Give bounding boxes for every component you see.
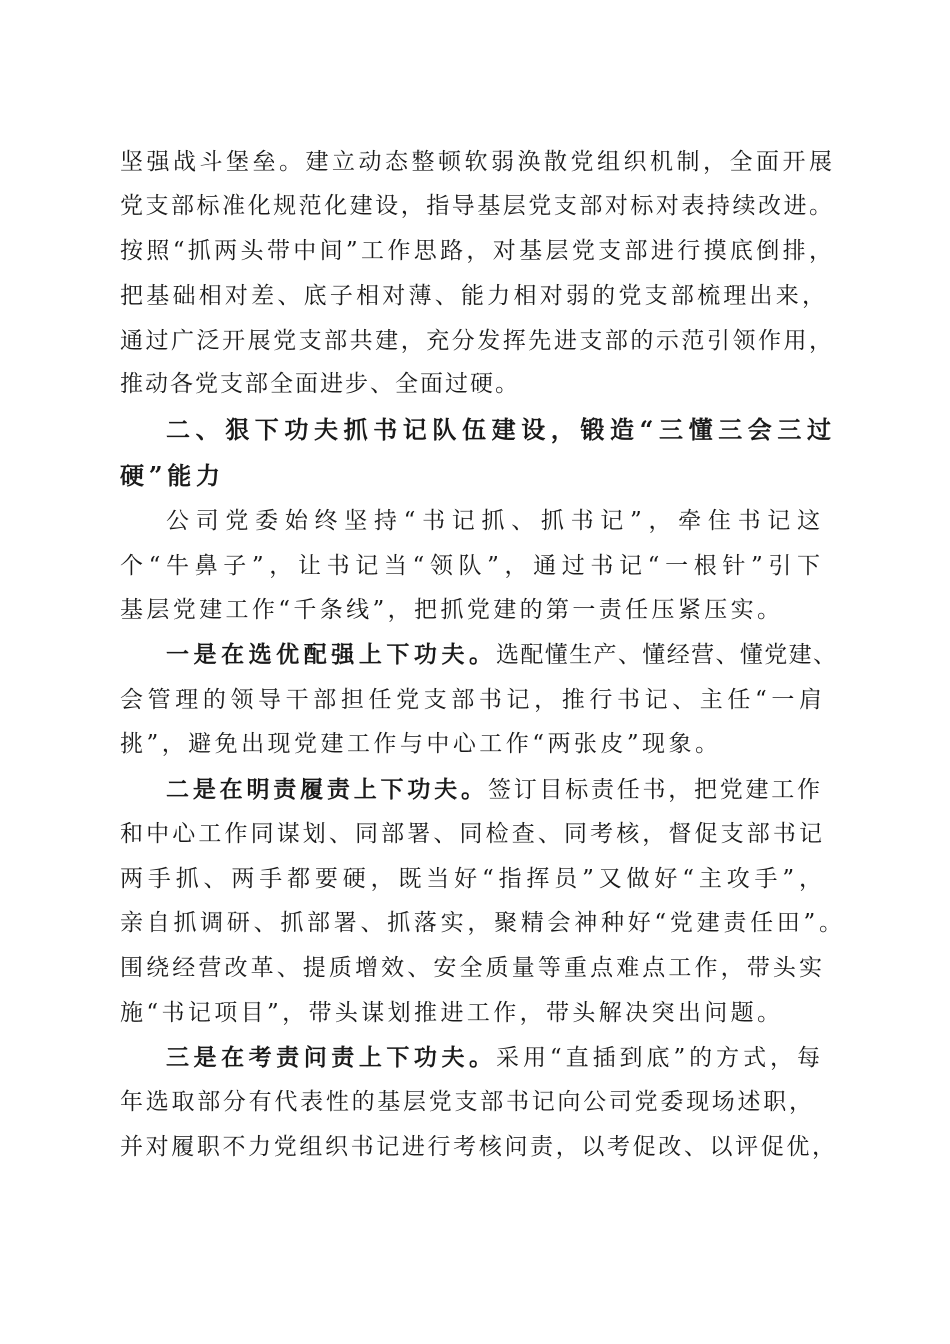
text-line-content: 采用“直插到底”的方式，每 [496, 1045, 820, 1071]
text-line-content: 选配懂生产、懂经营、懂党建、 [496, 642, 836, 668]
text-line-content: 公司党委始终坚持“书记抓、抓书记”，牵住书记这 [166, 508, 820, 534]
text-line-content: 把基础相对差、底子相对薄、能力相对弱的党支部梳理出来， [120, 283, 825, 309]
text-line-content: 施“书记项目”，带头谋划推进工作，带头解决突出问题。 [120, 1000, 780, 1026]
text-line-content: 并对履职不力党组织书记进行考核问责，以考促改、以评促优， [120, 1134, 835, 1160]
text-line-content: 党支部标准化规范化建设，指导基层党支部对标对表持续改进。 [120, 193, 832, 219]
text-line-content: 会管理的领导干部担任党支部书记，推行书记、主任“一肩 [120, 687, 822, 713]
text-line-content: 年选取部分有代表性的基层党支部书记向公司党委现场述职， [120, 1089, 812, 1115]
text-line-content: 基层党建工作“千条线”，把抓党建的第一责任压紧压实。 [120, 597, 780, 623]
text-line-content: 推动各党支部全面进步、全面过硬。 [120, 371, 518, 397]
text-line-content: 个“牛鼻子”，让书记当“领队”，通过书记“一根针”引下 [120, 553, 820, 579]
text-line-content: 两手抓、两手都要硬，既当好“指挥员”又做好“主攻手”， [120, 866, 822, 892]
bold-lead-text: 三是在考责问责上下功夫。 [166, 1044, 492, 1071]
text-line-content: 按照“抓两头带中间”工作思路，对基层党支部进行摸底倒排， [120, 238, 832, 264]
text-line-content: 挑”，避免出现党建工作与中心工作“两张皮”现象。 [120, 731, 718, 757]
text-line-content: 坚强战斗堡垒。建立动态整顿软弱涣散党组织机制，全面开展 [120, 149, 832, 175]
text-line-content: 亲自抓调研、抓部署、抓落实，聚精会神种好“党建责任田”。 [120, 910, 842, 936]
bold-lead-text: 一是在选优配强上下功夫。 [166, 641, 492, 668]
heading-line-content: 二、狠下功夫抓书记队伍建设，锻造“三懂三会三过 [166, 415, 831, 444]
text-line-content: 通过广泛开展党支部共建，充分发挥先进支部的示范引领作用， [120, 328, 832, 354]
bold-lead-text: 二是在明责履责上下功夫。 [166, 776, 484, 803]
text-line-content: 围绕经营改革、提质增效、安全质量等重点难点工作，带头实 [120, 955, 822, 981]
text-line-content: 签订目标责任书，把党建工作 [488, 777, 820, 803]
heading-line-content: 硬”能力 [120, 461, 220, 490]
text-line-content: 和中心工作同谋划、同部署、同检查、同考核，督促支部书记 [120, 821, 822, 847]
